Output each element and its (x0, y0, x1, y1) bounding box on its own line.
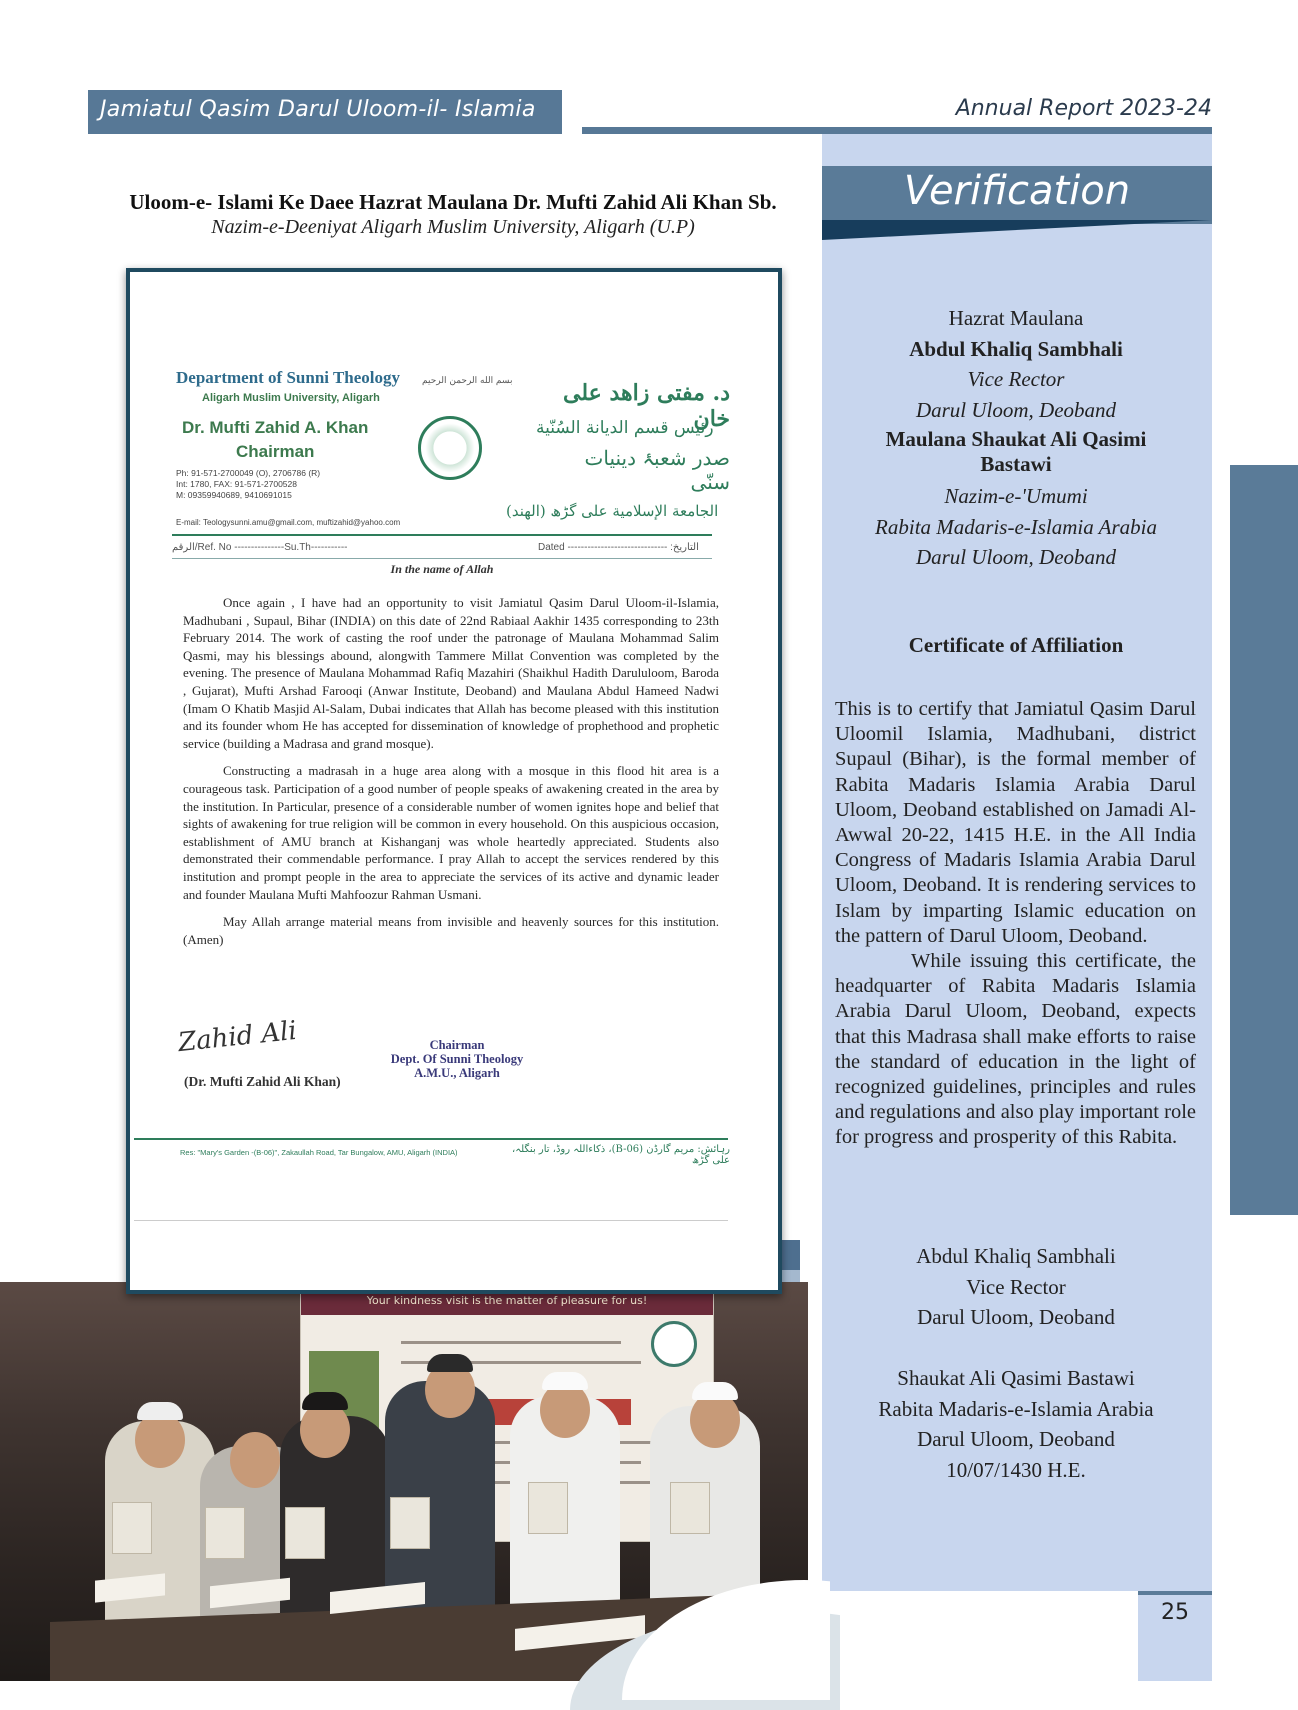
letter-frame (126, 268, 782, 1294)
letterhead-arabic-university: الجامعة الإسلامية علی گڑھ (الهند) (506, 502, 719, 520)
verifier2-org1: Rabita Madaris-e-Islamia Arabia (875, 514, 1157, 539)
book (670, 1482, 710, 1534)
banner-logo (651, 1321, 697, 1367)
letter-body (183, 594, 719, 958)
letter-caption-subtitle: Nazim-e-Deeniyat Aligarh Muslim University, Aligarh (U.P) (211, 216, 695, 238)
book (205, 1507, 245, 1559)
banner-line (401, 1341, 621, 1344)
letterhead-seal-icon (418, 416, 482, 480)
signatory1-block (835, 1241, 1197, 1333)
letter-dated-field: Dated ------------------------------ :التاريخ (538, 542, 699, 553)
verifier1-org: Darul Uloom, Deoband (915, 397, 1117, 422)
signatory2-name: Shaukat Ali Qasimi Bastawi (897, 1366, 1135, 1390)
person-head (690, 1392, 740, 1448)
letter-footer-rule (134, 1138, 728, 1140)
letterhead-contact (176, 468, 320, 501)
letter-chair-line: Chairman (429, 1038, 485, 1052)
header-rule (582, 127, 1212, 134)
letter-footer-arabic: رہائش: مریم گارڈن (B-06)، ذکاءاللہ روڈ، تار بنگلہ، علی گڑھ (512, 1144, 730, 1166)
person-cap (302, 1392, 348, 1410)
signatory2-org1: Rabita Madaris-e-Islamia Arabia (878, 1396, 1154, 1421)
verifier2-org2: Darul Uloom, Deoband (915, 545, 1117, 569)
letterhead-mobile: M: 09359940689, 9410691015 (176, 490, 292, 500)
letter-chair-line: Dept. Of Sunni Theology (390, 1052, 524, 1066)
person-cap (137, 1402, 183, 1420)
letterhead-name: Dr. Mufti Zahid A. Khan (182, 418, 369, 437)
letterhead-phone: Ph: 91-571-2700049 (O), 2706786 (R) (176, 468, 321, 478)
letterhead-int: Int: 1780, FAX: 91-571-2700528 (176, 479, 297, 489)
letter-ref-field: الرقم/Ref. No ---------------Su.Th----------- (172, 542, 348, 553)
signatory2-block (835, 1363, 1197, 1485)
letter-footer-address: Res: "Mary's Garden -(B-06)", Zakaullah Road, Tar Bungalow, AMU, Aligarh (INDIA) (180, 1148, 458, 1157)
book (528, 1482, 568, 1534)
letterhead-rule (172, 534, 712, 536)
person-cap (427, 1354, 473, 1372)
letterhead-email: E-mail: Teologysunni.amu@gmail.com, muftizahid@yahoo.com (176, 518, 401, 527)
certificate-title: Certificate of Affiliation (908, 633, 1124, 657)
verifier1-name: Abdul Khaliq Sambhali (909, 336, 1123, 361)
letterhead-arabic-title: رئيس قسم الديانة السُنّية (536, 418, 714, 438)
person-head (540, 1382, 590, 1438)
page-number-rule (1138, 1591, 1212, 1595)
letter-signature: Zahid Ali (176, 1015, 299, 1059)
letter-paragraph: May Allah arrange material means from invisible and heavenly sources for this institution. (Amen) (183, 914, 719, 947)
verifier2-name: Maulana Shaukat Ali Qasimi Bastawi (885, 427, 1147, 476)
letter-paragraph: Once again , I have had an opportunity to visit Jamiatul Qasim Darul Uloom-il-Islamia, Madhubani , Supaul, Bihar (INDIA) on this date of 22nd Rabiaal Aakhir 1435 corresponding to 23th February 2014. The work of casting the roof under the patronage of Maulana Mohammad Salim Qasmi, may his blessings abound, alongwith Tammere Millat Convention was completed by the evening. The presence of Maulana Mohammad Rafiq Mazahiri (Shaikhul Hadith Darululoom, Baroda , Gujarat), Mufti Arshad Farooqi (Anwar Institute, Deoband) and Maulana Abdul Hameed Nadwi (Imam O Khatib Masjid Al-Salam, Dubai indicates that Allah has become pleased with this institution and its founder whom He has accepted for dissemination of knowledge of prophethood and prophetic service (building a Madrasa and grand mosque). (183, 595, 719, 751)
letterhead-arabic-name: د. مفتی زاهد علی خان (563, 380, 730, 432)
letter-bottom-rule (134, 1220, 728, 1221)
letter-signatory: (Dr. Mufti Zahid Ali Khan) (184, 1074, 341, 1089)
signatory2-org2: Darul Uloom, Deoband (917, 1427, 1115, 1451)
certificate-paragraph: While issuing this certificate, the headquarter of Rabita Madaris Islamia Arabia Darul Uloom, Deoband, expects that this Madrasa shall make efforts to raise the standard of education in the light of recognized guidelines, principles and rules and regulations and also play important role for progress and prosperity of this Rabita. (835, 950, 1196, 1149)
signatory1-org: Darul Uloom, Deoband (917, 1305, 1115, 1329)
verifier1-role: Vice Rector (967, 367, 1065, 391)
person-cap (542, 1372, 588, 1390)
person-head (300, 1402, 350, 1458)
page-number: 25 (1161, 1600, 1189, 1625)
book (285, 1507, 325, 1559)
person-head (230, 1432, 280, 1488)
person-cap (692, 1382, 738, 1400)
certificate-body (835, 697, 1196, 1151)
verifier1-prefix: Hazrat Maulana (948, 306, 1084, 330)
letter-paragraph: Constructing a madrasah in a huge area along with a mosque in this flood hit area is a courageous task. Participation of a good number of people speaks of awakening created in the area by the institution. In Particular, presence of a considerable number of women ignites hope and belief that sights of awakening for true religion will be common in every household. On this auspicious occasion, establishment of AMU branch at Kishanganj was whole heartedly appreciated. Students also demonstrated their commendable performance. I pray Allah to accept the services rendered by this institution and prompt people in the area to appreciate the services of its active and dynamic leader and founder Maulana Mufti Mahfoozur Rahman Usmani. (183, 763, 719, 902)
certificate-paragraph: This is to certify that Jamiatul Qasim Darul Uloomil Islamia, Madhubani, district Supaul (Bihar), is the formal member of Rabita Madaris Islamia Arabia Darul Uloom, Deoband established on Jamadi Al-Awwal 20-22, 1415 H.E. in the All India Congress of Madaris Islamia Arabia Darul Uloom, Deoband. It is rendering services to Islam by imparting Islamic education on the pattern of Darul Uloom, Deoband. (835, 698, 1196, 947)
verification-title: Verification (903, 168, 1131, 214)
signatory1-role: Vice Rector (966, 1274, 1066, 1299)
banner-header-text: Your kindness visit is the matter of pleasure for us! (366, 1294, 648, 1307)
book (112, 1502, 152, 1554)
letter-caption-title: Uloom-e- Islami Ke Daee Hazrat Maulana Dr. Mufti Zahid Ali Khan Sb. (129, 190, 777, 214)
signatory1-name: Abdul Khaliq Sambhali (916, 1244, 1116, 1268)
book (390, 1497, 430, 1549)
letterhead-urdu-title: صدر شعبۂ دینیات سنّی (584, 446, 730, 494)
signatory2-date: 10/07/1430 H.E. (946, 1457, 1086, 1482)
letterhead-university: Aligarh Muslim University, Aligarh (202, 392, 380, 404)
verifier2-role: Nazim-e-'Umumi (944, 484, 1088, 508)
letter-chairman-block (362, 1038, 552, 1080)
verifier-block (835, 303, 1197, 573)
header-report-title: Annual Report 2023-24 (955, 96, 1212, 121)
letter-document (130, 272, 730, 1272)
letterhead-designation: Chairman (236, 442, 315, 461)
letterhead-department: Department of Sunni Theology (176, 368, 401, 387)
header-org-title: Jamiatul Qasim Darul Uloom-il- Islamia (100, 97, 536, 122)
letterhead-rule (172, 558, 712, 559)
letterhead-bismillah: بسم الله الرحمن الرحيم (422, 376, 513, 386)
edge-tab (1230, 465, 1298, 1215)
letter-chair-line: A.M.U., Aligarh (414, 1066, 500, 1080)
letter-salutation: In the name of Allah (390, 562, 494, 576)
person-head (135, 1412, 185, 1468)
